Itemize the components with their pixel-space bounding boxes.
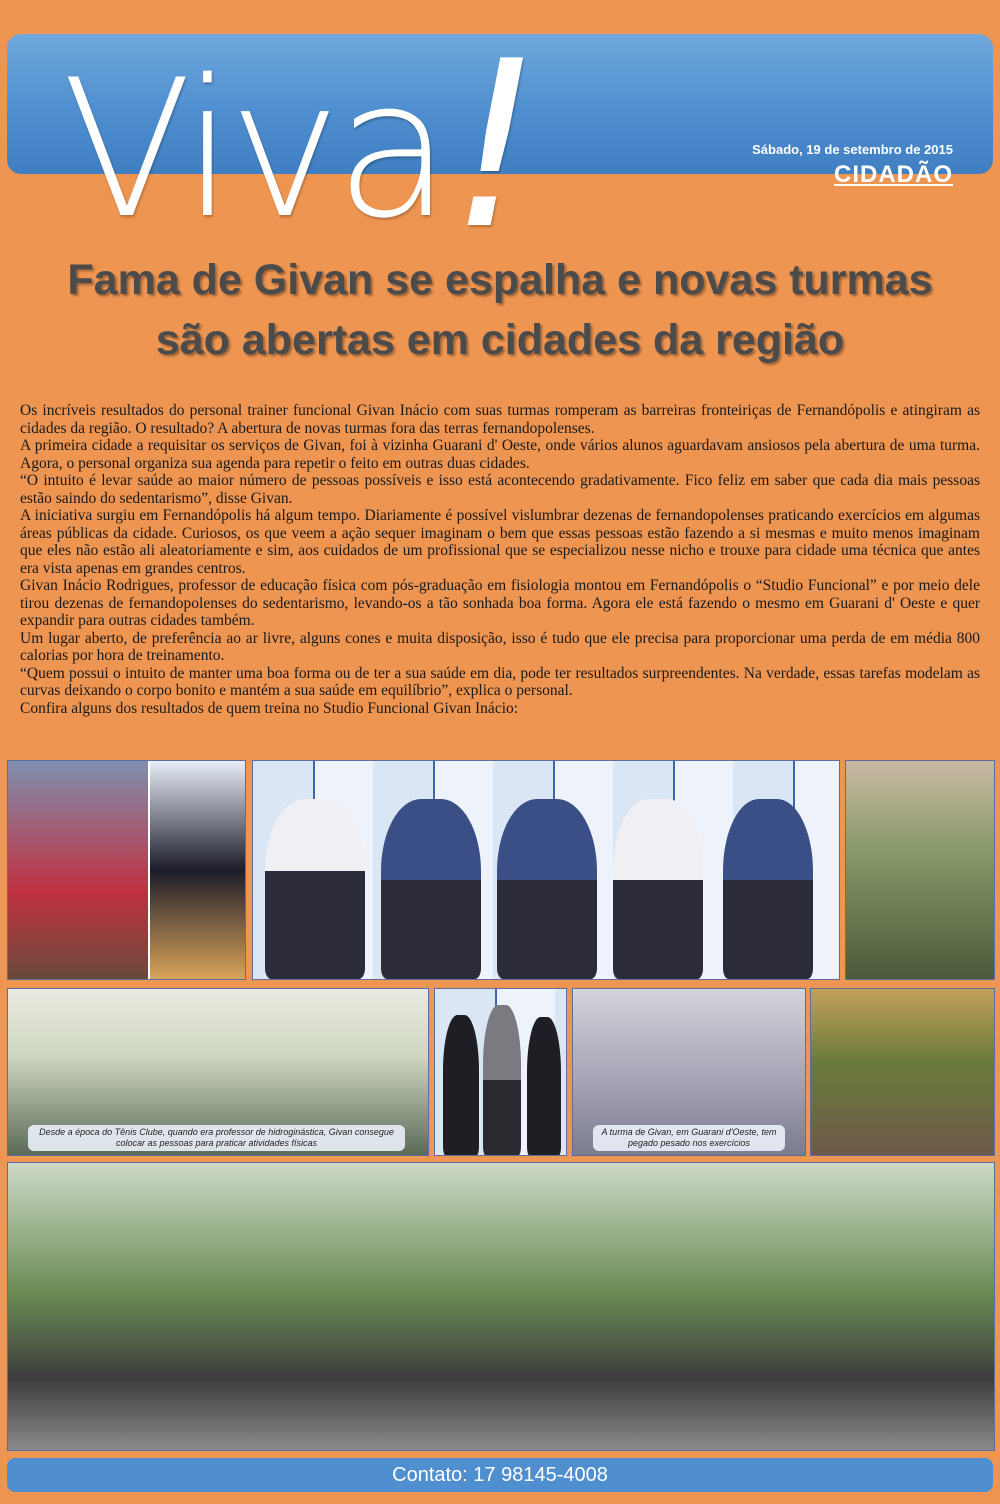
photo-before-after-1 — [7, 760, 246, 980]
paragraph: Confira alguns dos resultados de quem treina no Studio Funcional Givan Inácio: — [20, 699, 519, 717]
contact-footer: Contato: 17 98145-4008 — [7, 1458, 993, 1492]
photo-guarani-gym — [572, 988, 806, 1156]
issue-date: Sábado, 19 de setembro de 2015 — [752, 142, 953, 157]
paragraph: “O intuito é levar saúde ao maior número de pessoas possíveis e isso está acontecendo gradativamente. Fico feliz em saber que cada dia mais pessoas estão saindo do sedentarismo”, disse Givan. — [20, 472, 980, 507]
paragraph: “Quem possui o intuito de manter uma boa forma ou de ter a sua saúde em dia, pode ter resultados surpreendentes. Na verdade, essas tarefas modelam as curvas deixando o corpo bonito e mantém a sua saúde em equilíbrio”, explica o personal. — [20, 664, 980, 699]
headline-line-2: são abertas em cidades da região — [155, 316, 845, 364]
headline-line-1: Fama de Givan se espalha e novas turmas — [67, 256, 933, 304]
photo-before-after-2 — [252, 760, 840, 980]
photo-caption: Desde a época do Tênis Clube, quando era professor de hidroginástica, Givan consegue colocar as pessoas para praticar atividades físicas — [28, 1125, 405, 1151]
viva-logo: Viva! — [62, 13, 536, 280]
photo-outdoor-class — [845, 760, 995, 980]
paragraph: Givan Inácio Rodrigues, professor de educação física com pós-graduação em fisiologia montou em Fernandópolis o “Studio Funcional” e por meio dele tirou dezenas de fernandopolenses do sedentarismo, levando-os a tão sonhada boa forma. Agora ele está fazendo o mesmo em Guarani d' Oeste e quer expandir para outras cidades também. — [20, 577, 980, 629]
photo-caption: A turma de Givan, em Guarani d'Oeste, tem pegado pesado nos exercícios — [593, 1125, 785, 1151]
photo-cone-drills — [810, 988, 995, 1156]
photo-studio-funcional-group — [7, 1162, 995, 1451]
photo-tenis-clube-group — [7, 988, 429, 1156]
paragraph: Os incríveis resultados do personal trainer funcional Givan Inácio com suas turmas romperam as barreiras fronteiriças de Fernandópolis e atingiram as cidades da região. O resultado? A abertura de novas turmas fora das terras fernandopolenses. — [20, 402, 980, 437]
headline — [20, 250, 980, 370]
paragraph: Um lugar aberto, de preferência ao ar livre, alguns cones e muita disposição, isso é tudo que ele precisa para proporcionar uma perda de em média 800 calorias por hora de treinamento. — [20, 629, 980, 664]
photo-studio-trio — [434, 988, 567, 1156]
paragraph: A iniciativa surgiu em Fernandópolis há algum tempo. Diariamente é possível vislumbrar dezenas de fernandopolenses praticando exercícios em algumas áreas públicas da cidade. Curiosos, os que veem a ação sequer imaginam o bem que essas pessoas estão fazendo a si mesmas e muito menos imaginam que eles não estão ali aleatoriamente e sim, aos cuidados de um profissional que se especializou nesse nicho e trouxe para cidade uma técnica que antes era vista apenas em grandes centros. — [20, 507, 980, 577]
article-body — [20, 402, 980, 717]
section-title: CIDADÃO — [834, 161, 953, 188]
paragraph: A primeira cidade a requisitar os serviços de Givan, foi à vizinha Guarani d' Oeste, onde vários alunos aguardavam ansiosos pela abertura de uma turma. Agora, o personal organiza sua agenda para repetir o feito em outras duas cidades. — [20, 437, 980, 472]
